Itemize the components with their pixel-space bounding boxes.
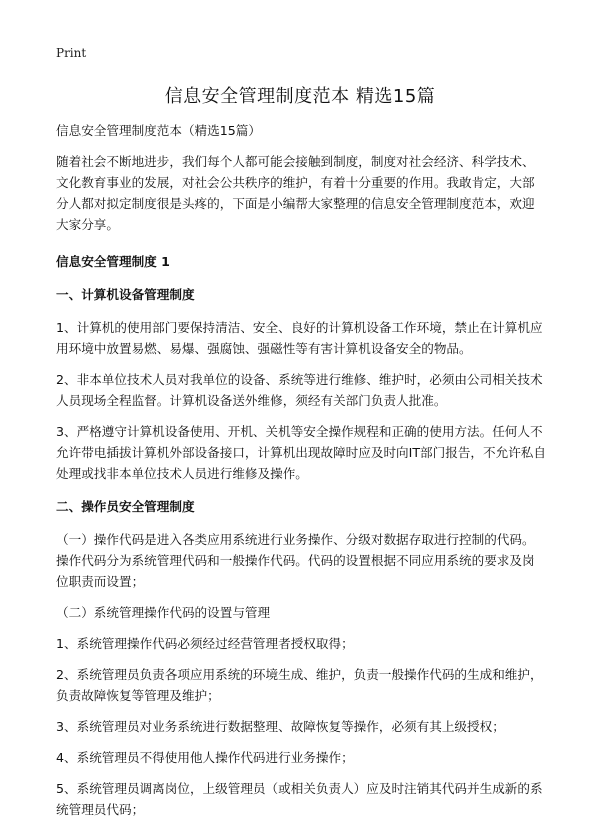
document-subtitle: 信息安全管理制度范本（精选15篇） [56, 123, 261, 138]
page-title: 信息安全管理制度范本 精选15篇 [164, 86, 436, 107]
intro-paragraph: 随着社会不断地进步，我们每个人都可能会接触到制度，制度对社会经济、科学技术、文化教育事业的发展，对社会公共秩序的维护，有着十分重要的作用。我敢肯定，大部分人都对拟定制度很是头疼的，下面是小编帮大家整理的信息安全管理制度范本，欢迎大家分享。 [56, 154, 535, 232]
subsection-heading-operator: 二、操作员安全管理制度 [56, 499, 195, 514]
rule-paragraph: 1、计算机的使用部门要保持清洁、安全、良好的计算机设备工作环境，禁止在计算机应用环境中放置易燃、易爆、强腐蚀、强磁性等有害计算机设备安全的物品。 [56, 320, 543, 356]
subsection-heading-equipment: 一、计算机设备管理制度 [56, 287, 195, 302]
rule-paragraph: 4、系统管理员不得使用他人操作代码进行业务操作； [56, 750, 354, 765]
rule-paragraph: （一）操作代码是进入各类应用系统进行业务操作、分级对数据存取进行控制的代码。操作代码分为系统管理代码和一般操作代码。代码的设置根据不同应用系统的要求及岗位职责而设置； [56, 532, 535, 589]
rule-paragraph: 3、系统管理员对业务系统进行数据整理、故障恢复等操作，必须有其上级授权； [56, 719, 505, 734]
rule-paragraph: 5、系统管理员调离岗位，上级管理员（或相关负责人）应及时注销其代码并生成新的系统管理员代码； [56, 781, 543, 817]
section-heading: 信息安全管理制度 1 [56, 254, 170, 269]
rule-paragraph: 2、非本单位技术人员对我单位的设备、系统等进行维修、维护时，必须由公司相关技术人员现场全程监督。计算机设备送外维修，须经有关部门负责人批准。 [56, 372, 543, 408]
print-label[interactable]: Print [56, 46, 87, 60]
rule-paragraph: （二）系统管理操作代码的设置与管理 [56, 605, 271, 620]
rule-paragraph: 2、系统管理员负责各项应用系统的环境生成、维护，负责一般操作代码的生成和维护，负责故障恢复等管理及维护； [56, 667, 543, 703]
document-body [56, 120, 546, 820]
rule-paragraph: 3、严格遵守计算机设备使用、开机、关机等安全操作规程和正确的使用方法。任何人不允许带电插拔计算机外部设备接口，计算机出现故障时应及时向IT部门报告，不允许私自处理或找非本单位技术人员进行维修及操作。 [56, 424, 546, 481]
rule-paragraph: 1、系统管理操作代码必须经过经营管理者授权取得； [56, 636, 354, 651]
